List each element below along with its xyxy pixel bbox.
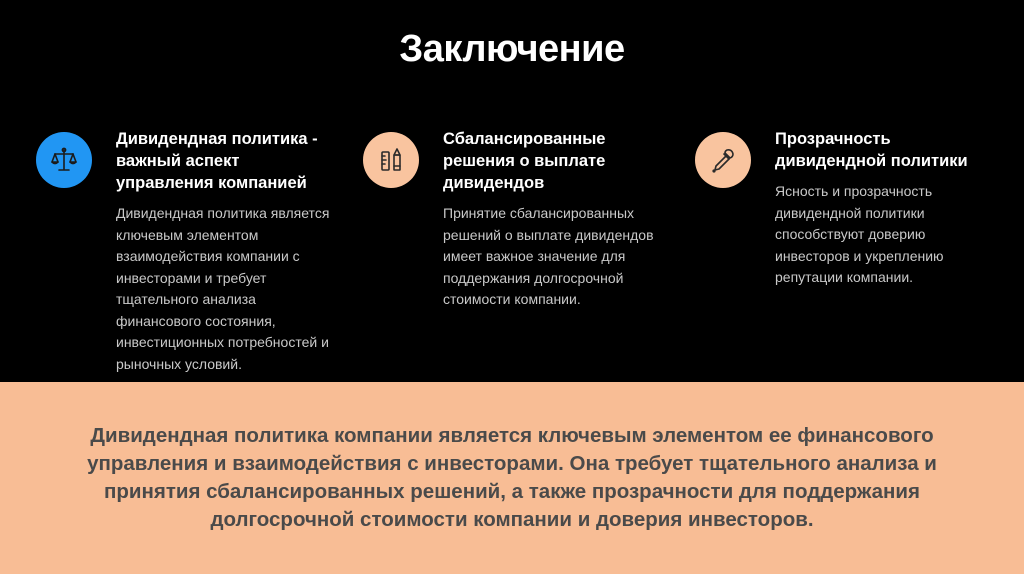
balance-scale-icon [36, 132, 92, 188]
card-text [775, 128, 995, 289]
dropper-icon [695, 132, 751, 188]
card-text [116, 128, 336, 375]
card-heading: Сбалансированные решения о выплате дивидендов [443, 130, 606, 192]
card-transparency [695, 128, 995, 384]
ruler-pencil-icon [363, 132, 419, 188]
card-body: Ясность и прозрачность дивидендной политики способствуют доверию инвесторов и укреплению репутации компании. [775, 183, 944, 285]
slide-title: Заключение [399, 28, 625, 70]
card-text [443, 128, 673, 311]
card-dividend-policy [36, 128, 336, 384]
card-heading: Дивидендная политика - важный аспект управления компанией [116, 130, 318, 192]
card-body: Дивидендная политика является ключевым элементом взаимодействия компании с инвесторами и требует тщательного анализа финансового состояния, инвестиционных потребностей и рыночных условий. [116, 205, 330, 372]
card-balanced-decisions [363, 128, 673, 384]
card-heading: Прозрачность дивидендной политики [775, 130, 968, 170]
card-body: Принятие сбалансированных решений о выплате дивидендов имеет важное значение для поддержания долгосрочной стоимости компании. [443, 205, 654, 307]
summary-text: Дивидендная политика компании является ключевым элементом ее финансового управления и взаимодействия с инвесторами. Она требует тщательного анализа и принятия сбалансированных решений, а также прозрачности для поддержания долгосрочной стоимости компании и доверия инвесторов. [87, 424, 937, 531]
summary-panel [0, 382, 1024, 574]
